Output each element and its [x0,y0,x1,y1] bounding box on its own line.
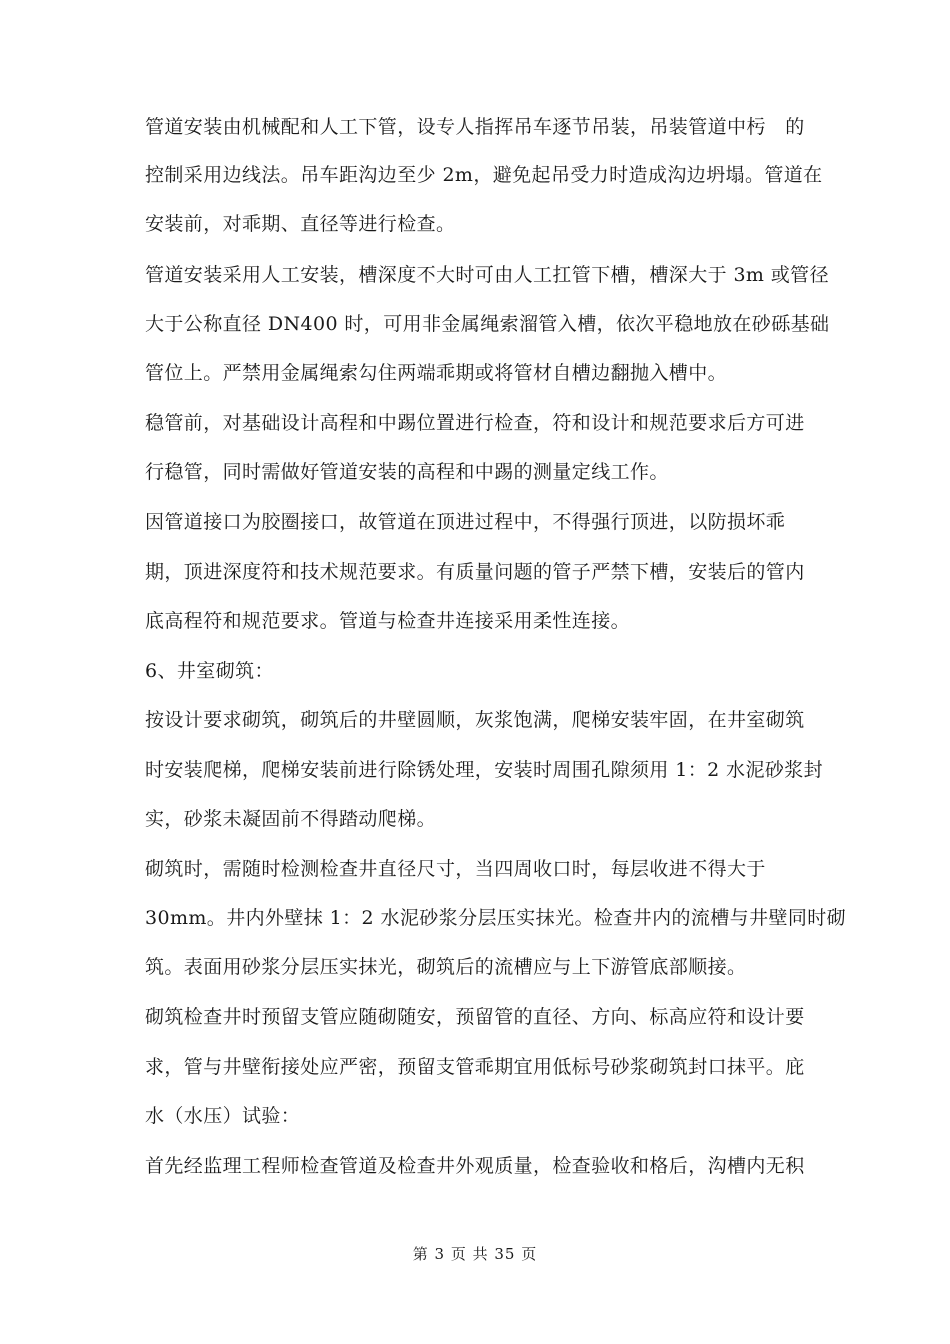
text-line: 时安装爬梯，爬梯安装前进行除锈处理，安装时周围孔隙须用 1：2 水泥砂浆封 [145,759,824,781]
text-line: 管道安装采用人工安装，槽深度不大时可由人工扛管下槽，槽深大于 3m 或管径 [145,264,829,286]
text-line: 求，管与井壁衔接处应严密，预留支管乖期宜用低标号砂浆砌筑封口抹平。庇 [145,1056,805,1078]
text-line: 期，顶进深度符和技术规范要求。有质量问题的管子严禁下槽，安装后的管内 [145,561,805,583]
text-line: 安装前，对乖期、直径等进行检查。 [145,213,456,235]
text-line: 行稳管，同时需做好管道安装的高程和中踢的测量定线工作。 [145,461,669,483]
text-line: 因管道接口为胶圈接口，故管道在顶进过程中，不得强行顶进，以防损坏乖 [145,511,786,533]
text-line: 按设计要求砌筑，砌筑后的井壁圆顺，灰浆饱满，爬梯安装牢固，在井室砌筑 [145,709,805,731]
text-line: 筑。表面用砂浆分层压实抹光，砌筑后的流槽应与上下游管底部顺接。 [145,956,747,978]
text-line: 底高程符和规范要求。管道与检查井连接采用柔性连接。 [145,610,631,632]
text-line: 砌筑时，需随时检测检查井直径尺寸，当四周收口时，每层收进不得大于 [145,858,766,880]
text-line: 大于公称直径 DN400 时，可用非金属绳索溜管入槽，依次平稳地放在砂砾基础 [145,313,830,335]
text-line: 稳管前，对基础设计高程和中踢位置进行检查，符和设计和规范要求后方可进 [145,412,805,434]
text-line: 首先经监理工程师检查管道及检查井外观质量，检查验收和格后，沟槽内无积 [145,1155,805,1177]
page-number-footer: 第 3 页 共 35 页 [412,1245,538,1263]
text-line: 水（水压）试验： [145,1105,301,1127]
text-line: 砌筑检查井时预留支管应随砌随安，预留管的直径、方向、标高应符和设计要 [145,1006,805,1028]
text-line: 30mm。井内外壁抹 1：2 水泥砂浆分层压实抹光。检查井内的流槽与井壁同时砌 [145,907,847,929]
text-line: 实，砂浆未凝固前不得踏动爬梯。 [145,808,437,830]
section-heading: 6、井室砌筑： [145,660,274,682]
text-line: 管位上。严禁用金属绳索勾住两端乖期或将管材自槽边翻抛入槽中。 [145,362,728,384]
text-line: 管道安装由机械配和人工下管，设专人指挥吊车逐节吊装，吊装管道中杇 的 [145,116,805,138]
text-line: 控制采用边线法。吊车距沟边至少 2m，避免起吊受力时造成沟边坍塌。管道在 [145,164,823,186]
